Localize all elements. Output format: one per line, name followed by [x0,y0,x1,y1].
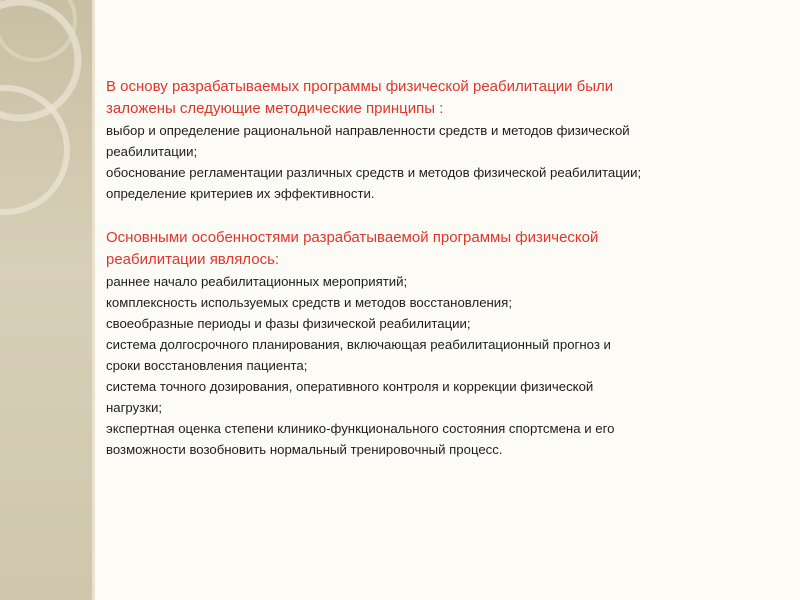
section1-heading-line: В основу разрабатываемых программы физической реабилитации были [106,78,614,95]
section-gap [106,204,756,227]
section2-item: система точного дозирования, оперативного контроля и коррекции физической [106,379,594,394]
section2-item: возможности возобновить нормальный тренировочный процесс. [106,442,503,457]
sidebar-divider [92,0,95,600]
section2-item: нагрузки; [106,400,163,415]
section2-item: система долгосрочного планирования, включающая реабилитационный прогноз и [106,337,611,352]
section1-item: реабилитации; [106,144,198,159]
section2-item: сроки восстановления пациента; [106,358,308,373]
decorative-rings-icon [0,0,92,600]
section2-heading-line: Основными особенностями разрабатываемой программы физической [106,229,599,246]
section1-item: выбор и определение рациональной направленности средств и методов физической [106,123,630,138]
section1-item: определение критериев их эффективности. [106,186,375,201]
section2-heading-line: реабилитации являлось: [106,251,280,268]
section1-heading-line: заложены следующие методические принципы : [106,100,444,117]
section2-item: раннее начало реабилитационных мероприятий; [106,274,408,289]
decorative-sidebar [0,0,92,600]
slide-content [106,76,756,460]
section2-item: комплексность используемых средств и методов восстановления; [106,295,512,310]
section2-item: своеобразные периоды и фазы физической реабилитации; [106,316,471,331]
section2-item: экспертная оценка степени клинико-функционального состояния спортсмена и его [106,421,615,436]
section1-item: обоснование регламентации различных средств и методов физической реабилитации; [106,165,642,180]
